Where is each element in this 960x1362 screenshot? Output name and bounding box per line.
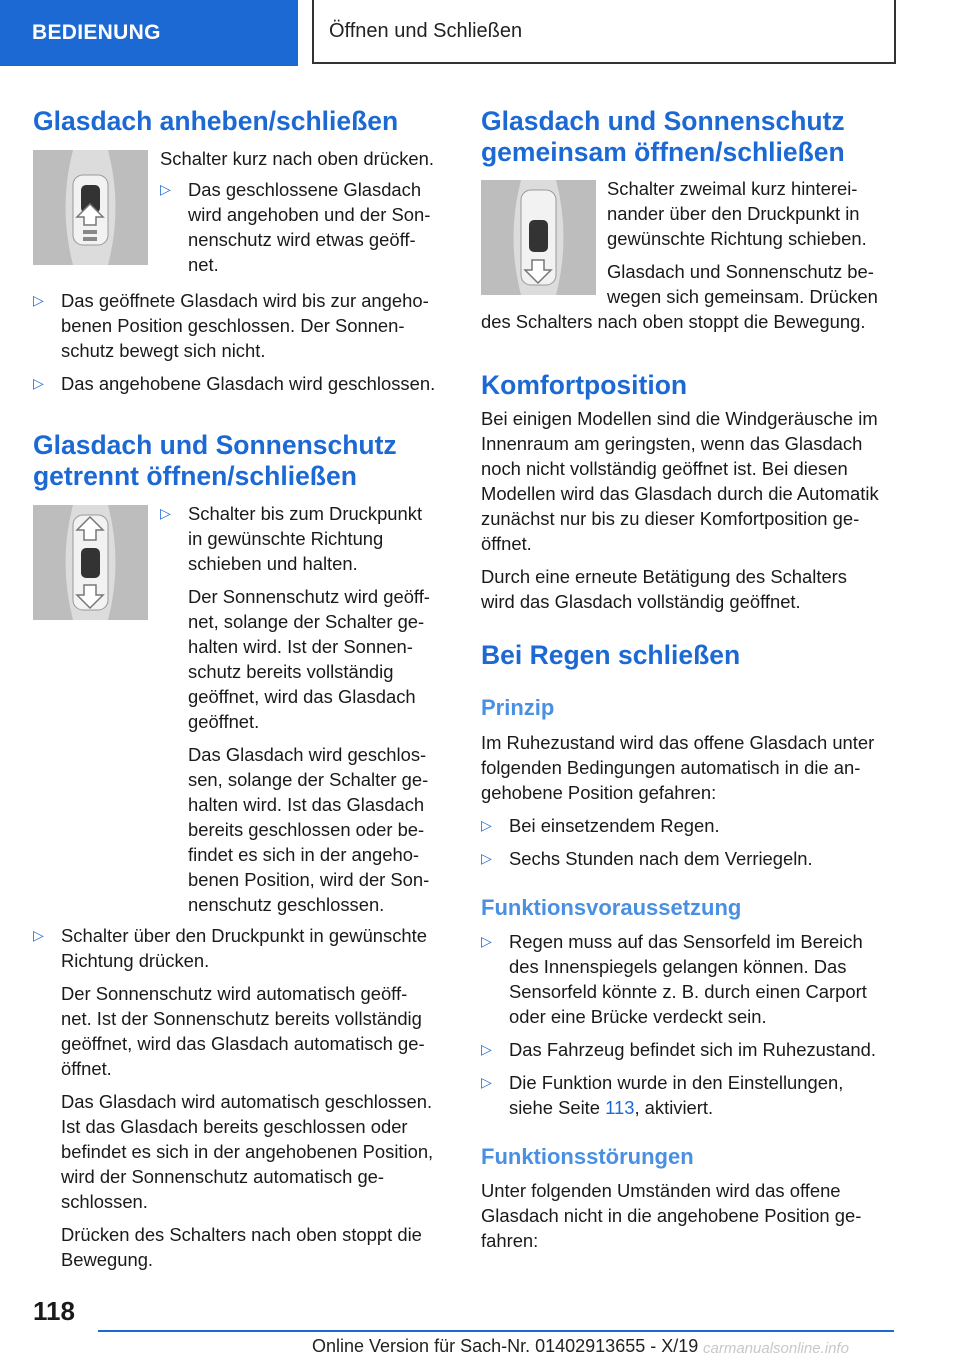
- li-line: net.: [188, 254, 219, 275]
- bullet-triangle-icon: ▷: [481, 817, 492, 833]
- watermark: carmanualsonline.info: [703, 1340, 849, 1357]
- subtitle-voraussetzung: Funktionsvoraussetzung: [481, 895, 742, 920]
- para-line: gehobene Position gefahren:: [481, 782, 717, 803]
- li-line: benen Position, wird der Son-: [188, 869, 430, 890]
- para-line: zunächst nur bis zu dieser Komfortposition ge-: [481, 508, 860, 529]
- li-line: des Innenspiegels gelangen können. Das: [509, 956, 847, 977]
- section-title-komfort: Komfortposition: [481, 370, 688, 400]
- section-tab[interactable]: BEDIENUNG: [0, 0, 298, 66]
- li-line: Das Glasdach wird automatisch geschlossen.: [61, 1091, 433, 1112]
- switch-image-1: [33, 150, 148, 265]
- bullet-triangle-icon: ▷: [33, 927, 44, 943]
- chapter-title-text: Öffnen und Schließen: [329, 20, 523, 42]
- li-line: Sensorfeld könnte z. B. durch einen Carport: [509, 981, 867, 1002]
- bullet-triangle-icon: ▷: [160, 181, 171, 197]
- li-line: Drücken des Schalters nach oben stoppt die: [61, 1224, 422, 1245]
- switch-image-2: [33, 505, 148, 620]
- li-line: öffnet.: [61, 1058, 112, 1079]
- li-line: findet es sich in der angeho-: [188, 844, 420, 865]
- roof-switch-icon: [481, 180, 596, 295]
- li-line: schieben und halten.: [188, 553, 358, 574]
- li-line: benen Position geschlossen. Der Sonnen-: [61, 315, 405, 336]
- list-item: [33, 288, 453, 363]
- li-line: Der Sonnenschutz wird automatisch geöff-: [61, 983, 408, 1004]
- li-line: schlossen.: [61, 1191, 148, 1212]
- li-line: nenschutz wird etwas geöff-: [188, 229, 416, 250]
- para-line: fahren:: [481, 1230, 539, 1251]
- li-line: schutz bewegt sich nicht.: [61, 340, 266, 361]
- list-item: [481, 929, 901, 1029]
- li-line: Das Fahrzeug befindet sich im Ruhezustand.: [509, 1039, 876, 1060]
- li-text: siehe Seite: [509, 1097, 606, 1118]
- li-line: geöffnet.: [188, 711, 260, 732]
- title-line: Glasdach und Sonnenschutz: [481, 106, 845, 136]
- section-title-anheben: Glasdach anheben/schließen: [33, 106, 399, 136]
- stoerungen-text: [481, 1178, 901, 1253]
- para-line: Bei einigen Modellen sind die Windgeräusche im: [481, 408, 878, 429]
- para-line: Modellen wird das Glasdach durch die Automatik: [481, 483, 879, 504]
- switch-image-3: [481, 180, 596, 295]
- gemeinsam-text: [607, 176, 907, 309]
- footer-online-version: Online Version für Sach-Nr. 01402913655 - X/19: [312, 1336, 699, 1356]
- li-line: nenschutz geschlossen.: [188, 894, 385, 915]
- li-text: , aktiviert.: [634, 1097, 714, 1118]
- bullet-triangle-icon: ▷: [33, 292, 44, 308]
- li-line: Das Glasdach wird geschlos-: [188, 744, 427, 765]
- li-line: oder eine Brücke verdeckt sein.: [509, 1006, 767, 1027]
- para-line: folgenden Bedingungen automatisch in die an-: [481, 757, 861, 778]
- page-link[interactable]: 113: [605, 1097, 635, 1118]
- section-title-regen: Bei Regen schließen: [481, 640, 741, 670]
- li-line: net. Ist der Sonnenschutz bereits vollständig: [61, 1008, 422, 1029]
- page-header: [0, 0, 960, 66]
- subtitle-prinzip: Prinzip: [481, 695, 555, 720]
- li-line: Regen muss auf das Sensorfeld im Bereich: [509, 931, 863, 952]
- list-item: [481, 1037, 901, 1062]
- chapter-title: [312, 0, 896, 64]
- li-line: wird der Sonnenschutz automatisch ge-: [61, 1166, 385, 1187]
- title-line: gemeinsam öffnen/schließen: [481, 137, 845, 167]
- bullet-triangle-icon: ▷: [33, 375, 44, 391]
- roof-switch-icon: [33, 150, 148, 265]
- anheben-intro: Schalter kurz nach oben drücken.: [160, 148, 434, 169]
- para-line: Glasdach und Sonnenschutz be-: [607, 261, 874, 282]
- bullet-triangle-icon: ▷: [481, 850, 492, 866]
- para-line: Innenraum am geringsten, wenn das Glasdach: [481, 433, 863, 454]
- list-item: [481, 1070, 901, 1120]
- li-line: Das angehobene Glasdach wird geschlossen.: [61, 373, 436, 394]
- roof-switch-icon: [33, 505, 148, 620]
- voraussetzung-list: [481, 929, 901, 1120]
- title-line: Glasdach und Sonnenschutz: [33, 430, 397, 460]
- li-line: schutz bereits vollständig: [188, 661, 394, 682]
- para-line: wird das Glasdach vollständig geöffnet.: [481, 591, 801, 612]
- li-line: Sechs Stunden nach dem Verriegeln.: [509, 848, 813, 869]
- li-line: Das geschlossene Glasdach: [188, 179, 422, 200]
- title-line: getrennt öffnen/schließen: [33, 461, 357, 491]
- para-line: Glasdach nicht in die angehobene Position ge-: [481, 1205, 862, 1226]
- para-line: noch nicht vollständig geöffnet ist. Bei diesen: [481, 458, 848, 479]
- subtitle-stoerungen: Funktionsstörungen: [481, 1144, 694, 1169]
- li-line: bereits geschlossen oder be-: [188, 819, 425, 840]
- list-item: [481, 846, 901, 871]
- anheben-list-rest: [33, 288, 453, 396]
- li-line: geöffnet, wird das Glasdach: [188, 686, 416, 707]
- para-line: Schalter zweimal kurz hinterei-: [607, 178, 858, 199]
- getrennt-item1: [160, 501, 460, 917]
- section-title-getrennt: [33, 430, 453, 492]
- li-line: [509, 1095, 901, 1120]
- footer-divider: [98, 1330, 894, 1332]
- getrennt-item2: [33, 923, 458, 1272]
- li-line: Bei einsetzendem Regen.: [509, 815, 720, 836]
- bullet-triangle-icon: ▷: [481, 1041, 492, 1057]
- list-item: [33, 371, 453, 396]
- prinzip-text: [481, 730, 901, 871]
- li-line: wird angehoben und der Son-: [188, 204, 431, 225]
- li-line: Das geöffnete Glasdach wird bis zur angeho-: [61, 290, 429, 311]
- bullet-triangle-icon: ▷: [481, 1074, 492, 1090]
- para-line: gewünschte Richtung schieben.: [607, 228, 867, 249]
- para-line: Im Ruhezustand wird das offene Glasdach unter: [481, 732, 875, 753]
- para-line: Unter folgenden Umständen wird das offene: [481, 1180, 841, 1201]
- anheben-text: [160, 146, 460, 277]
- li-line: geöffnet, wird das Glasdach automatisch ge-: [61, 1033, 425, 1054]
- para-line: des Schalters nach oben stoppt die Bewegung.: [481, 311, 866, 332]
- section-title-gemeinsam: [481, 106, 901, 168]
- komfort-text: [481, 406, 901, 614]
- para-line: nander über den Druckpunkt in: [607, 203, 860, 224]
- list-item: [33, 923, 458, 1272]
- bullet-triangle-icon: ▷: [481, 933, 492, 949]
- li-line: befindet es sich in der angehobenen Position,: [61, 1141, 434, 1162]
- li-line: Der Sonnenschutz wird geöff-: [188, 586, 430, 607]
- li-line: in gewünschte Richtung: [188, 528, 384, 549]
- li-line: Richtung drücken.: [61, 950, 210, 971]
- bullet-triangle-icon: ▷: [160, 505, 171, 521]
- li-line: Ist das Glasdach bereits geschlossen oder: [61, 1116, 408, 1137]
- li-line: halten wird. Ist das Glasdach: [188, 794, 425, 815]
- para-line: öffnet.: [481, 533, 532, 554]
- li-line: halten wird. Ist der Sonnen-: [188, 636, 413, 657]
- para-line: Durch eine erneute Betätigung des Schalters: [481, 566, 847, 587]
- list-item: [160, 177, 460, 277]
- list-item: [160, 501, 460, 917]
- li-line: sen, solange der Schalter ge-: [188, 769, 429, 790]
- li-line: Schalter bis zum Druckpunkt: [188, 503, 423, 524]
- page-number: 118: [33, 1296, 75, 1326]
- li-line: Schalter über den Druckpunkt in gewünschte: [61, 925, 427, 946]
- para-line: wegen sich gemeinsam. Drücken: [607, 286, 878, 307]
- li-line: Bewegung.: [61, 1249, 154, 1270]
- li-line: net, solange der Schalter ge-: [188, 611, 425, 632]
- li-line: Die Funktion wurde in den Einstellungen,: [509, 1072, 844, 1093]
- list-item: [481, 813, 901, 838]
